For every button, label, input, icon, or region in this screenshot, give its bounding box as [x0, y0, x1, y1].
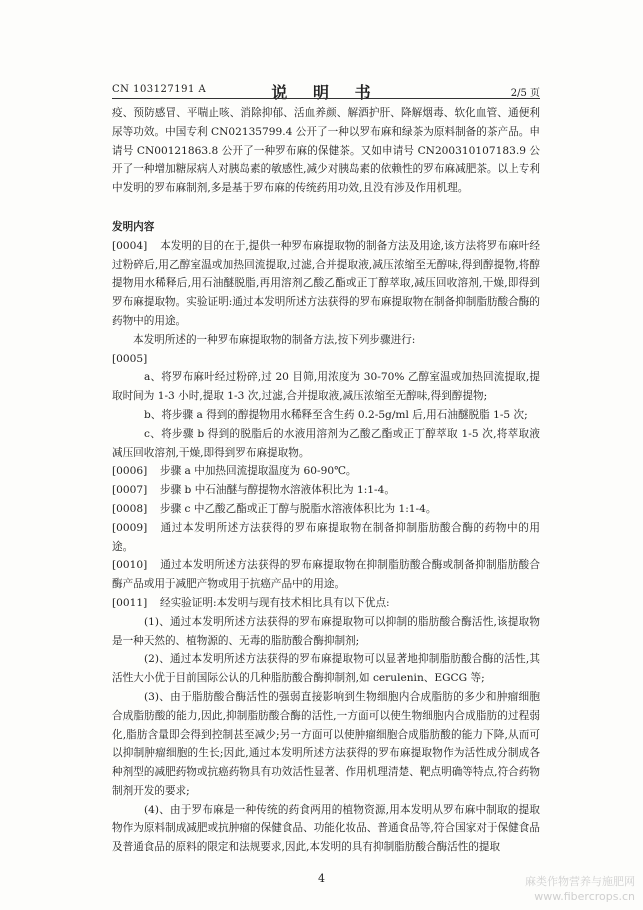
paragraph-number: [0010]	[112, 559, 148, 572]
section-heading: 发明内容	[112, 220, 155, 233]
continued-paragraph: 疫、预防感冒、平喘止咳、消除抑郁、活血养颜、解酒护肝、降解烟毒、软化血管、通便利尿等功效。中国专利 CN02135799.4 公开了一种以罗布麻和绿茶为原料制备的茶产品。申请号 CN00121863.8 公开了一种罗布麻的保健茶。又如申请号 CN200310107183.9 公开了一种增加糖尿病人对胰岛素的敏感性,减少对胰岛素的依赖性的罗布麻减肥茶。以上专利中发明的罗布麻制剂,多是基于罗布麻的传统药用功效,且没有涉及作用机理。	[112, 107, 540, 195]
paragraph-text: 通过本发明所述方法获得的罗布麻提取物在抑制脂肪酸合酶或制备抑制脂肪酸合酶产品或用于减肥产物或用于抗癌产品中的用途。	[112, 559, 540, 591]
paragraph-text: 本发明的目的在于,提供一种罗布麻提取物的制备方法及用途,该方法将罗布麻叶经过粉碎后,用乙醇室温或加热回流提取,过滤,合并提取液,减压浓缩至无醇味,得到醇提物,将醇提物用水稀释后,用石油醚脱脂,再用溶剂乙酸乙酯或正丁醇萃取,减压回收溶剂,干燥,即得到罗布麻提取物。实验证明:通过本发明所述方法获得的罗布麻提取物在制备抑制脂肪酸合酶的药物中的用途。	[112, 239, 540, 327]
page-number: 4	[318, 872, 325, 885]
paragraph-number: [0006]	[112, 465, 148, 478]
paragraph-number: [0011]	[112, 596, 148, 609]
patent-number: CN 103127191 A	[112, 84, 207, 95]
body-paragraph: (2)、通过本发明所述方法获得的罗布麻提取物可以显著地抑制脂肪酸合酶的活性,其活性大小优于目前国际公认的几种脂肪酸合酶抑制剂,如 cerulenin、EGCG 等;	[112, 653, 540, 685]
numbered-paragraph	[112, 481, 540, 500]
paragraph-text: 步骤 b 中石油醚与醇提物水溶液体积比为 1:1-4。	[160, 484, 395, 497]
numbered-paragraph	[112, 462, 540, 481]
paragraph-text: 步骤 a 中加热回流提取温度为 60-90℃。	[160, 465, 357, 478]
paragraph-number: [0009]	[112, 521, 148, 534]
body-paragraph: b、将步骤 a 得到的醇提物用水稀释至含生药 0.2-5g/ml 后,用石油醚脱脂 1-5 次;	[144, 408, 528, 421]
paragraph-number: [0004]	[112, 239, 148, 252]
document-body	[112, 104, 540, 857]
header-rule	[112, 98, 540, 99]
paragraph-number: [0007]	[112, 484, 148, 497]
page-header	[112, 80, 540, 100]
document-title: 说 明 书	[271, 83, 381, 102]
body-paragraph: c、将步骤 b 得到的脱脂后的水液用溶剂为乙酸乙酯或正丁醇萃取 1-5 次,将萃取液减压回收溶剂,干燥,即得到罗布麻提取物。	[112, 427, 540, 459]
page-indicator: 2/5 页	[510, 88, 540, 99]
body-paragraph: (4)、由于罗布麻是一种传统的药食两用的植物资源,用本发明从罗布麻中制取的提取物作为原料制成减肥或抗肿瘤的保健食品、功能化妆品、普通食品等,符合国家对于保健食品及普通食品的原料的限定和法规要求,因此,本发明的具有抑制脂肪酸合酶活性的提取	[112, 803, 540, 854]
numbered-paragraph	[112, 500, 540, 519]
paragraph-number: [0008]	[112, 502, 148, 515]
body-paragraph: a、将罗布麻叶经过粉碎,过 20 目筛,用浓度为 30-70% 乙醇室温或加热回流提取,提取时间为 1-3 小时,提取 1-3 次,过滤,合并提取液,减压浓缩至无醇味,得到醇提物;	[112, 371, 540, 403]
paragraph-text: 通过本发明所述方法获得的罗布麻提取物在制备抑制脂肪酸合酶的药物中的用途。	[112, 521, 540, 553]
watermark-line2: www.fibercrops.cn	[534, 890, 635, 903]
body-paragraph: (1)、通过本发明所述方法获得的罗布麻提取物可以抑制的脂肪酸合酶活性,该提取物是一种天然的、植物源的、无毒的脂肪酸合酶抑制剂;	[112, 615, 540, 647]
paragraph-text: 步骤 c 中乙酸乙酯或正丁醇与脱脂水溶液体积比为 1:1-4。	[160, 502, 437, 515]
watermark	[525, 874, 635, 904]
numbered-paragraph	[112, 350, 540, 369]
numbered-paragraph	[112, 556, 540, 594]
watermark-line1: 麻类作物营养与施肥网	[525, 875, 635, 888]
body-paragraph: 本发明所述的一种罗布麻提取物的制备方法,按下列步骤进行:	[133, 333, 416, 346]
paragraph-text: 经实验证明:本发明与现有技术相比具有以下优点:	[160, 596, 390, 609]
numbered-paragraph	[112, 519, 540, 557]
numbered-paragraph	[112, 594, 540, 613]
body-paragraph: (3)、由于脂肪酸合酶活性的强弱直接影响到生物细胞内合成脂肪的多少和肿瘤细胞合成脂肪酸的能力,因此,抑制脂肪酸合酶的活性,一方面可以使生物细胞内合成脂肪的过程弱化,脂肪含量即会得到控制甚至减少;另一方面可以使肿瘤细胞合成脂肪酸的能力下降,从而可以抑制肿瘤细胞的生长;因此,通过本发明所述方法获得的罗布麻提取物作为活性成分制成各种剂型的减肥药物或抗癌药物具有功效活性显著、作用机理清楚、靶点明确等特点,符合药物制剂开发的要求;	[112, 690, 540, 797]
numbered-paragraph	[112, 237, 540, 331]
paragraph-number: [0005]	[112, 352, 148, 365]
